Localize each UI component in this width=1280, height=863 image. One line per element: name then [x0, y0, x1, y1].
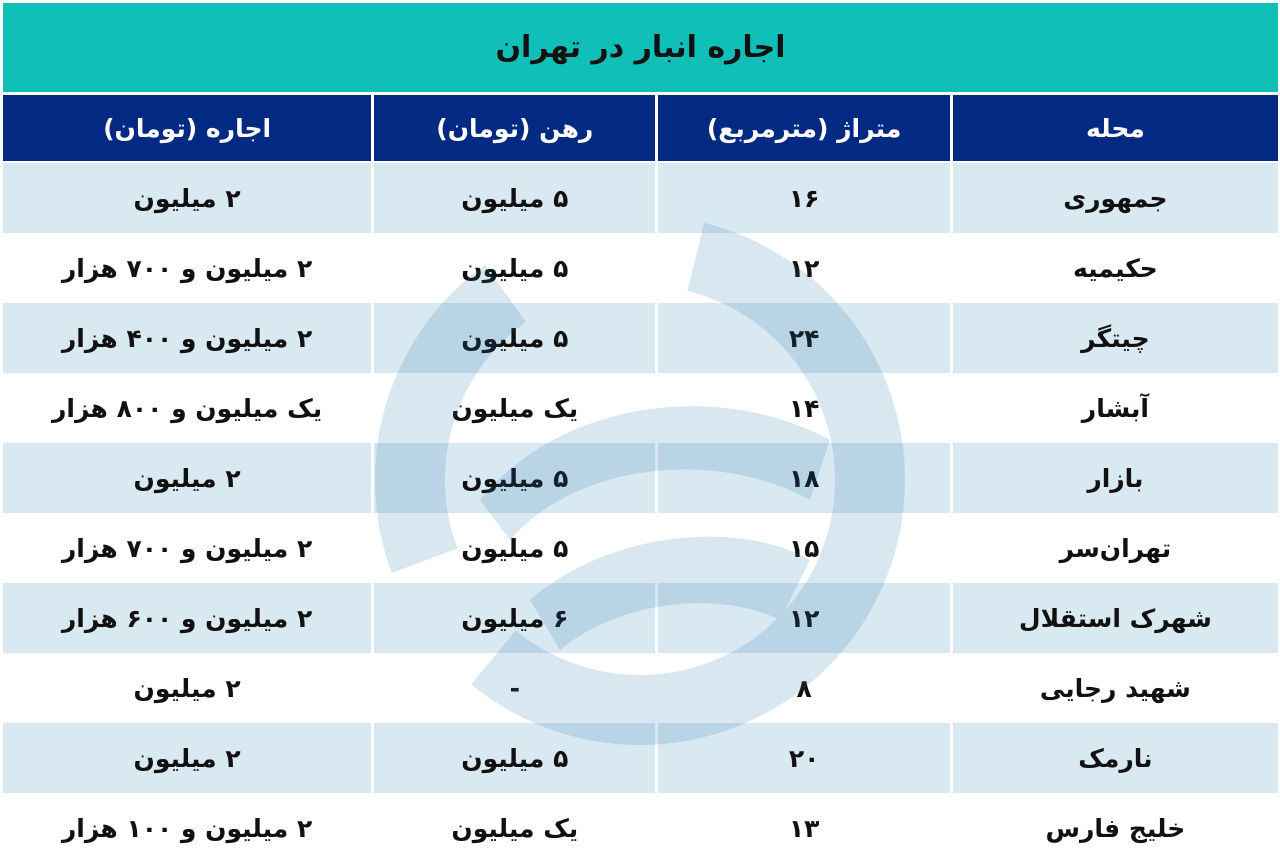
cell-rahn: ۵ میلیون: [374, 233, 655, 303]
cell-ejare: ۲ میلیون و ۴۰۰ هزار: [3, 303, 371, 373]
table-row: [3, 163, 1278, 233]
table-body: [3, 163, 1278, 863]
cell-rahn: ۵ میلیون: [374, 303, 655, 373]
cell-mahalle: جمهوری: [953, 163, 1278, 233]
cell-mahalle: حکیمیه: [953, 233, 1278, 303]
cell-rahn: یک میلیون: [374, 373, 655, 443]
cell-mahalle: چیتگر: [953, 303, 1278, 373]
cell-ejare: ۲ میلیون و ۶۰۰ هزار: [3, 583, 371, 653]
header-metraj: متراژ (مترمربع): [658, 95, 949, 161]
header-mahalle: محله: [953, 95, 1278, 161]
cell-ejare: یک میلیون و ۸۰۰ هزار: [3, 373, 371, 443]
cell-ejare: ۲ میلیون و ۷۰۰ هزار: [3, 513, 371, 583]
table-row: [3, 653, 1278, 723]
cell-rahn: ۵ میلیون: [374, 513, 655, 583]
cell-ejare: ۲ میلیون: [3, 653, 371, 723]
cell-rahn: یک میلیون: [374, 793, 655, 863]
table-row: [3, 793, 1278, 863]
cell-metraj: ۸: [658, 653, 949, 723]
header-ejare: اجاره (تومان): [3, 95, 371, 161]
table-row: [3, 443, 1278, 513]
title-bar: [3, 3, 1278, 92]
cell-mahalle: بازار: [953, 443, 1278, 513]
cell-metraj: ۱۸: [658, 443, 949, 513]
cell-mahalle: آبشار: [953, 373, 1278, 443]
table-row: [3, 723, 1278, 793]
cell-metraj: ۱۲: [658, 233, 949, 303]
cell-mahalle: شهرک استقلال: [953, 583, 1278, 653]
cell-mahalle: خلیج فارس: [953, 793, 1278, 863]
cell-metraj: ۱۵: [658, 513, 949, 583]
cell-ejare: ۲ میلیون و ۱۰۰ هزار: [3, 793, 371, 863]
table-row: [3, 373, 1278, 443]
table-row: [3, 583, 1278, 653]
cell-metraj: ۲۴: [658, 303, 949, 373]
table-title: اجاره انبار در تهران: [495, 30, 786, 65]
cell-mahalle: نارمک: [953, 723, 1278, 793]
cell-mahalle: تهران‌سر: [953, 513, 1278, 583]
table-row: [3, 233, 1278, 303]
cell-mahalle: شهید رجایی: [953, 653, 1278, 723]
table-header: [3, 95, 1278, 161]
cell-rahn: ۶ میلیون: [374, 583, 655, 653]
cell-ejare: ۲ میلیون: [3, 443, 371, 513]
cell-metraj: ۱۶: [658, 163, 949, 233]
cell-rahn: ۵ میلیون: [374, 443, 655, 513]
cell-ejare: ۲ میلیون: [3, 163, 371, 233]
cell-ejare: ۲ میلیون و ۷۰۰ هزار: [3, 233, 371, 303]
cell-rahn: -: [374, 653, 655, 723]
table-row: [3, 513, 1278, 583]
cell-rahn: ۵ میلیون: [374, 723, 655, 793]
cell-metraj: ۱۲: [658, 583, 949, 653]
cell-rahn: ۵ میلیون: [374, 163, 655, 233]
cell-ejare: ۲ میلیون: [3, 723, 371, 793]
cell-metraj: ۲۰: [658, 723, 949, 793]
table-row: [3, 303, 1278, 373]
header-rahn: رهن (تومان): [374, 95, 655, 161]
cell-metraj: ۱۳: [658, 793, 949, 863]
cell-metraj: ۱۴: [658, 373, 949, 443]
